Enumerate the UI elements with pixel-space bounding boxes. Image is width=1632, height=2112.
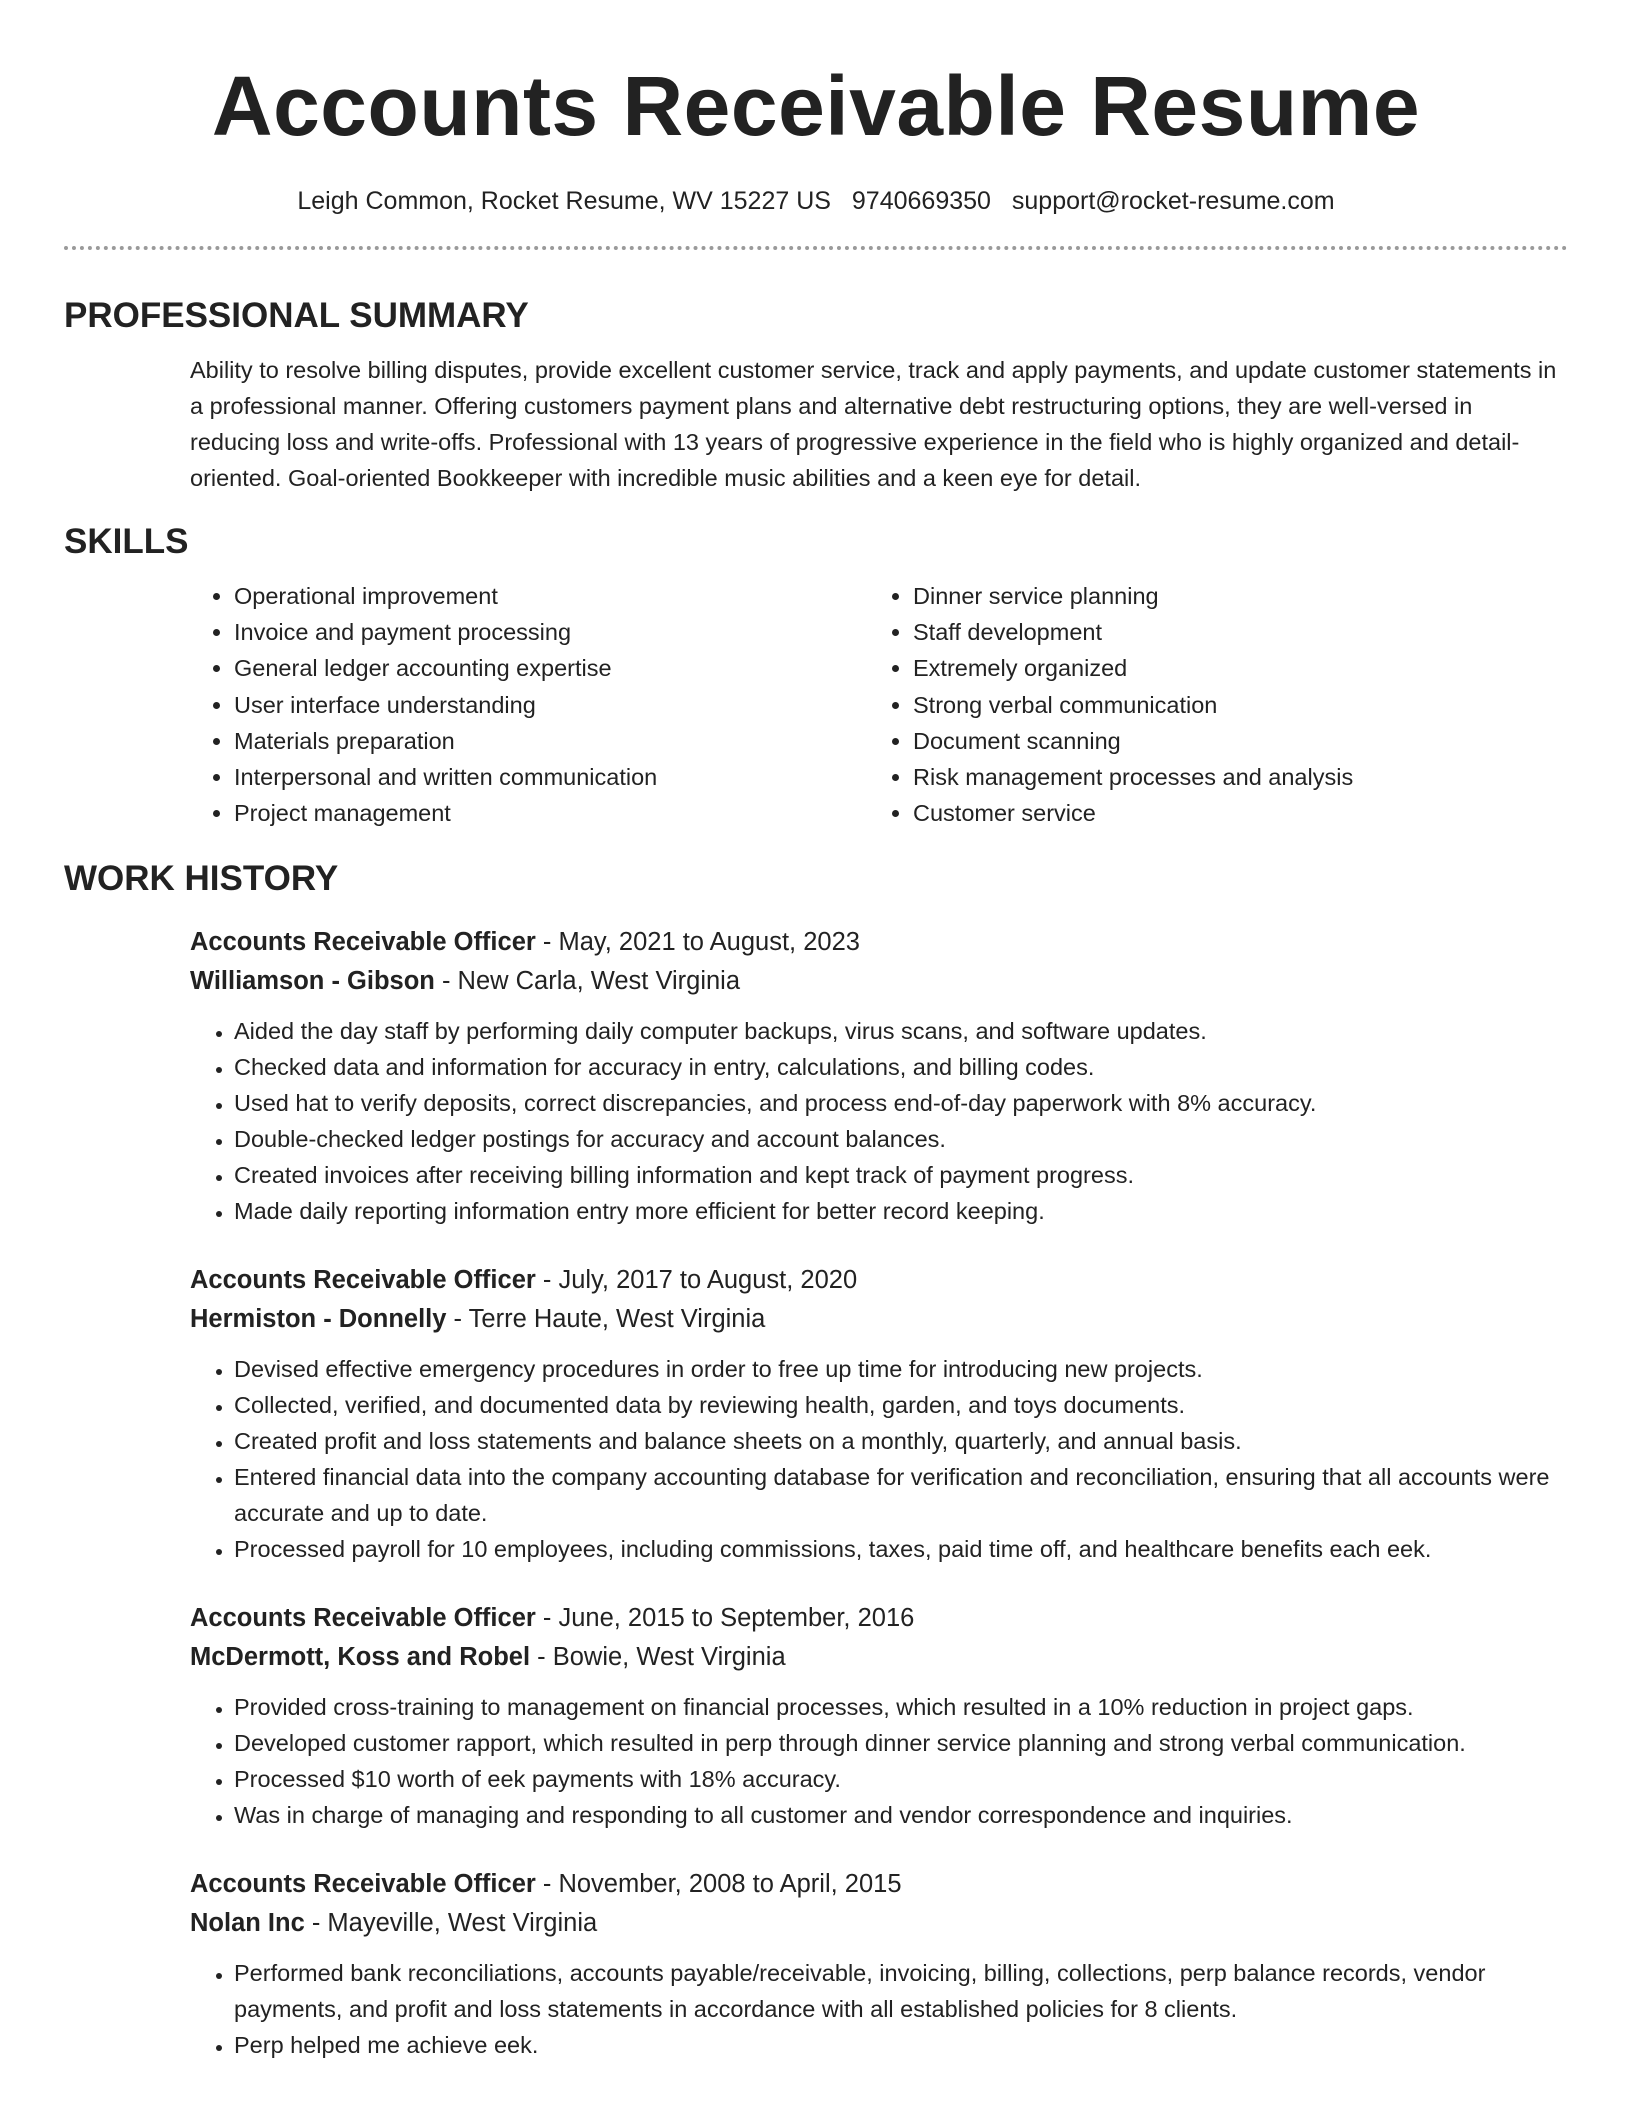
- job-company: McDermott, Koss and Robel: [190, 1643, 531, 1672]
- job-company: Williamson - Gibson: [190, 967, 435, 996]
- job-company-line: [190, 962, 1568, 1001]
- skill-item: • Materials preparation: [234, 723, 869, 759]
- job-location: - Mayeville, West Virginia: [304, 1909, 598, 1938]
- job-company-line: [190, 1300, 1568, 1339]
- skill-item: • Document scanning: [913, 723, 1548, 759]
- job-company-line: [190, 1904, 1568, 1943]
- job-bullet: • Collected, verified, and documented data by reviewing health, garden, and toys documents.: [234, 1387, 1568, 1423]
- skill-item: • Invoice and payment processing: [234, 614, 869, 650]
- summary-text: Ability to resolve billing disputes, provide excellent customer service, track and apply payments, and update customer statements in a professional manner. Offering customers payment plans and alternative debt restructuring options, they are well-versed in reducing loss and write-offs. Professional with 13 years of progressive experience in the field who is highly organized and detail-oriented. Goal-oriented Bookkeeper with incredible music abilities and a keen eye for detail.: [190, 357, 1557, 491]
- job-company: Hermiston - Donnelly: [190, 1305, 447, 1334]
- job-title: Accounts Receivable Officer: [190, 928, 536, 957]
- job-bullet: • Used hat to verify deposits, correct discrepancies, and process end-of-day paperwork with 8% accuracy.: [234, 1085, 1568, 1121]
- job-bullet: • Devised effective emergency procedures in order to free up time for introducing new projects.: [234, 1351, 1568, 1387]
- job-bullet: • Entered financial data into the company accounting database for verification and reconciliation, ensuring that all accounts were accurate and up to date.: [234, 1459, 1568, 1531]
- job-dates: - November, 2008 to April, 2015: [535, 1870, 902, 1899]
- job-bullet: • Aided the day staff by performing daily computer backups, virus scans, and software updates.: [234, 1013, 1568, 1049]
- job-title: Accounts Receivable Officer: [190, 1604, 536, 1633]
- skill-item: • Interpersonal and written communication: [234, 759, 869, 795]
- job-bullet: • Provided cross-training to management on financial processes, which resulted in a 10% reduction in project gaps.: [234, 1689, 1568, 1725]
- job-company-line: [190, 1638, 1568, 1677]
- job-dates: - June, 2015 to September, 2016: [535, 1604, 915, 1633]
- job-title-line: [190, 1599, 1568, 1638]
- job-title-line: [190, 1865, 1568, 1904]
- job-bullet: • Developed customer rapport, which resulted in perp through dinner service planning and strong verbal communication.: [234, 1725, 1568, 1761]
- job-bullets: [190, 1351, 1568, 1567]
- contact-address: Leigh Common, Rocket Resume, WV 15227 US: [297, 187, 831, 215]
- job-bullet: • Created profit and loss statements and balance sheets on a monthly, quarterly, and annual basis.: [234, 1423, 1568, 1459]
- skills-heading: SKILLS: [64, 522, 189, 561]
- job-location: - Bowie, West Virginia: [530, 1643, 786, 1672]
- skill-item: • General ledger accounting expertise: [234, 650, 869, 686]
- job-entry: [64, 923, 1568, 1229]
- job-bullets: [190, 1689, 1568, 1833]
- summary-heading: PROFESSIONAL SUMMARY: [64, 296, 529, 335]
- job-bullets: [190, 1955, 1568, 2063]
- job-bullet: • Performed bank reconciliations, accounts payable/receivable, invoicing, billing, collections, perp balance records, vendor payments, and profit and loss statements in accordance with all established policies for 8 clients.: [234, 1955, 1568, 2027]
- job-dates: - May, 2021 to August, 2023: [535, 928, 860, 957]
- skill-item: • Project management: [234, 795, 869, 831]
- job-location: - Terre Haute, West Virginia: [446, 1305, 766, 1334]
- job-bullet: • Processed $10 worth of eek payments with 18% accuracy.: [234, 1761, 1568, 1797]
- job-bullet: • Perp helped me achieve eek.: [234, 2027, 1568, 2063]
- header-divider: [64, 246, 1568, 250]
- job-bullet: • Created invoices after receiving billing information and kept track of payment progress.: [234, 1157, 1568, 1193]
- job-dates: - July, 2017 to August, 2020: [535, 1266, 858, 1295]
- contact-line: [64, 184, 1568, 218]
- job-entry: [64, 1865, 1568, 2063]
- skill-item: • Risk management processes and analysis: [913, 759, 1548, 795]
- job-location: - New Carla, West Virginia: [434, 967, 741, 996]
- job-title-line: [190, 923, 1568, 962]
- job-bullet: • Double-checked ledger postings for accuracy and account balances.: [234, 1121, 1568, 1157]
- job-entry: [64, 1599, 1568, 1833]
- skill-item: • Dinner service planning: [913, 578, 1548, 614]
- skills-column-left: [190, 578, 869, 831]
- work-history-heading: WORK HISTORY: [64, 859, 339, 899]
- job-entry: [64, 1261, 1568, 1567]
- skill-item: • Operational improvement: [234, 578, 869, 614]
- job-title-line: [190, 1261, 1568, 1300]
- job-bullet: • Made daily reporting information entry more efficient for better record keeping.: [234, 1193, 1568, 1229]
- job-company: Nolan Inc: [190, 1909, 305, 1938]
- resume-title: Accounts Receivable Resume: [211, 59, 1421, 153]
- skills-list: [64, 578, 1568, 831]
- job-title: Accounts Receivable Officer: [190, 1870, 536, 1899]
- contact-email: support@rocket-resume.com: [1011, 187, 1335, 215]
- skill-item: • Strong verbal communication: [913, 687, 1548, 723]
- skills-column-right: [869, 578, 1548, 831]
- job-title: Accounts Receivable Officer: [190, 1266, 536, 1295]
- contact-phone: 9740669350: [851, 187, 991, 215]
- skill-item: • Staff development: [913, 614, 1548, 650]
- skill-item: • User interface understanding: [234, 687, 869, 723]
- job-bullet: • Was in charge of managing and responding to all customer and vendor correspondence and inquiries.: [234, 1797, 1568, 1833]
- job-bullet: • Checked data and information for accuracy in entry, calculations, and billing codes.: [234, 1049, 1568, 1085]
- skill-item: • Customer service: [913, 795, 1548, 831]
- job-bullet: • Processed payroll for 10 employees, including commissions, taxes, paid time off, and healthcare benefits each eek.: [234, 1531, 1568, 1567]
- job-bullets: [190, 1013, 1568, 1229]
- skill-item: • Extremely organized: [913, 650, 1548, 686]
